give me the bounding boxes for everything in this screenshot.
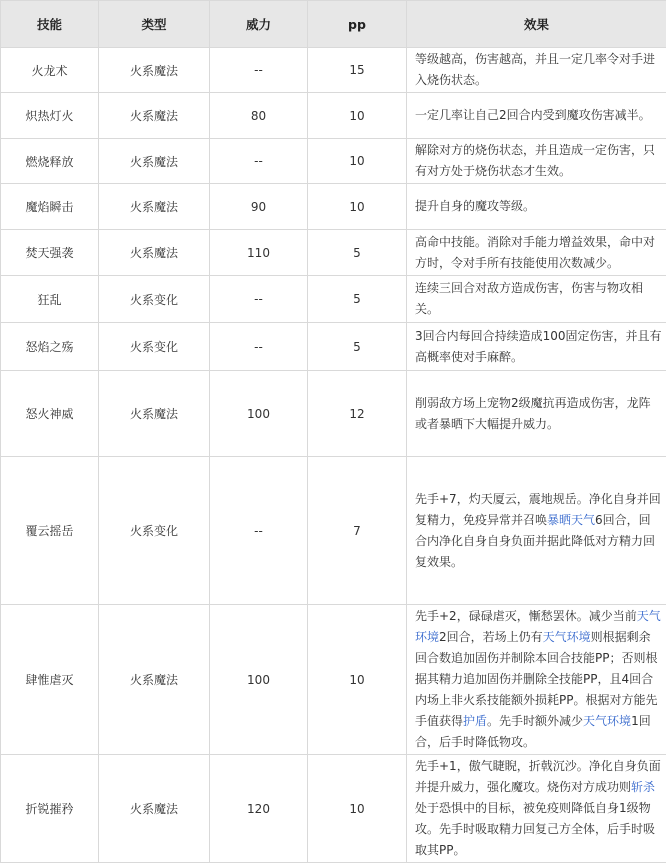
skill-pp-cell: 5: [308, 276, 407, 323]
skill-power-cell: --: [210, 276, 308, 323]
skill-name-cell: 焚天强袭: [1, 230, 99, 276]
skill-pp-cell: 10: [308, 93, 407, 139]
skill-power-cell: --: [210, 457, 308, 605]
skill-pp-cell: 12: [308, 371, 407, 457]
effect-link[interactable]: 天气环境: [543, 630, 591, 644]
header-type: 类型: [99, 1, 210, 48]
skill-effect-cell: [407, 457, 666, 605]
skill-name-cell: 燃烧释放: [1, 139, 99, 184]
header-pp: pp: [308, 1, 407, 48]
effect-link[interactable]: 暴晒天气: [547, 513, 595, 527]
skill-type-cell: 火系魔法: [99, 48, 210, 93]
header-effect: 效果: [407, 1, 666, 48]
skill-type-cell: 火系魔法: [99, 230, 210, 276]
effect-text: 解除对方的烧伤状态，并且造成一定伤害，只有对方处于烧伤状态才生效。: [415, 143, 655, 178]
skill-name-cell: 肆惟虐灭: [1, 605, 99, 755]
skill-power-cell: --: [210, 139, 308, 184]
skill-type-cell: 火系魔法: [99, 184, 210, 230]
skill-type-cell: 火系魔法: [99, 93, 210, 139]
skill-pp-cell: 10: [308, 139, 407, 184]
skill-type-cell: 火系变化: [99, 323, 210, 371]
effect-link[interactable]: 天气环境: [415, 609, 661, 644]
skill-power-cell: 100: [210, 605, 308, 755]
skill-type-cell: 火系变化: [99, 276, 210, 323]
effect-link[interactable]: 斩杀: [631, 780, 655, 794]
effect-link[interactable]: 天气环境: [583, 714, 631, 728]
header-row: [1, 1, 666, 48]
table-row: [1, 93, 666, 139]
table-row: [1, 230, 666, 276]
table-row: [1, 184, 666, 230]
skill-name-cell: 怒焰之殇: [1, 323, 99, 371]
effect-text: 先手+7，灼天厦云，震地规岳。净化自身并回复精力，免疫异常并召唤: [415, 492, 661, 527]
skill-power-cell: 110: [210, 230, 308, 276]
skill-effect-cell: [407, 276, 666, 323]
effect-link[interactable]: 护盾: [463, 714, 487, 728]
skill-effect-cell: [407, 139, 666, 184]
header-skill: 技能: [1, 1, 99, 48]
skill-power-cell: 90: [210, 184, 308, 230]
effect-text: 处于恐惧中的目标，被免疫则降低自身1级物攻。先手时吸取精力回复己方全体，后手时吸取其PP。: [415, 801, 655, 857]
skill-name-cell: 覆云摇岳: [1, 457, 99, 605]
skill-effect-cell: [407, 93, 666, 139]
effect-text: 一定几率让自己2回合内受到魔攻伤害减半。: [415, 108, 651, 122]
effect-text: 提升自身的魔攻等级。: [415, 199, 535, 213]
skill-power-cell: 80: [210, 93, 308, 139]
header-power: 威力: [210, 1, 308, 48]
effect-text: 先手+2，碌碌虐灭，慚愁罢休。减少当前: [415, 609, 637, 623]
skill-pp-cell: 10: [308, 755, 407, 863]
skill-type-cell: 火系变化: [99, 457, 210, 605]
table-row: [1, 48, 666, 93]
skill-type-cell: 火系魔法: [99, 371, 210, 457]
skill-effect-cell: [407, 371, 666, 457]
effect-text: 。先手时额外减少: [487, 714, 583, 728]
table-row: [1, 371, 666, 457]
skill-type-cell: 火系魔法: [99, 755, 210, 863]
skill-power-cell: --: [210, 48, 308, 93]
skill-pp-cell: 5: [308, 230, 407, 276]
table-row: [1, 755, 666, 863]
effect-text: 则根据剩余回合数追加固伤并制除本回合技能PP；否则根据其精力追加固伤并删除全技能PP，且4回合内场上非火系技能额外损耗PP。根据对方能先手值获得: [415, 630, 657, 728]
skill-power-cell: 120: [210, 755, 308, 863]
skill-pp-cell: 10: [308, 605, 407, 755]
skill-pp-cell: 15: [308, 48, 407, 93]
skill-name-cell: 怒火神威: [1, 371, 99, 457]
skill-name-cell: 折锐摧矜: [1, 755, 99, 863]
skill-effect-cell: [407, 230, 666, 276]
skill-name-cell: 火龙术: [1, 48, 99, 93]
effect-text: 等级越高，伤害越高，并且一定几率令对手进入烧伤状态。: [415, 52, 655, 87]
table-row: [1, 276, 666, 323]
skill-type-cell: 火系魔法: [99, 605, 210, 755]
skill-effect-cell: [407, 48, 666, 93]
effect-text: 6回合，回合内净化自身自身负面并据此降低对方精力回复效果。: [415, 513, 655, 569]
skill-pp-cell: 5: [308, 323, 407, 371]
skill-power-cell: --: [210, 323, 308, 371]
skill-effect-cell: [407, 755, 666, 863]
skill-effect-cell: [407, 184, 666, 230]
skill-pp-cell: 7: [308, 457, 407, 605]
effect-text: 3回合内每回合持续造成100固定伤害，并且有高概率使对手麻醉。: [415, 329, 662, 364]
effect-text: 削弱敌方场上宠物2级魔抗再造成伤害，龙阵或者暴晒下大幅提升威力。: [415, 396, 651, 431]
skill-name-cell: 魔焰瞬击: [1, 184, 99, 230]
table-row: [1, 139, 666, 184]
effect-text: 1回合，后手时降低物攻。: [415, 714, 651, 749]
skill-name-cell: 狂乱: [1, 276, 99, 323]
skill-name-cell: 炽热灯火: [1, 93, 99, 139]
effect-text: 先手+1，傲气睫睨，折戟沉沙。净化自身负面并提升威力，强化魔攻。烧伤对方成功则: [415, 759, 661, 794]
effect-text: 高命中技能。消除对手能力增益效果，命中对方时，令对手所有技能使用次数减少。: [415, 235, 655, 270]
table-row: [1, 323, 666, 371]
table-row: [1, 457, 666, 605]
skill-effect-cell: [407, 323, 666, 371]
skill-power-cell: 100: [210, 371, 308, 457]
skill-type-cell: 火系魔法: [99, 139, 210, 184]
skill-pp-cell: 10: [308, 184, 407, 230]
effect-text: 2回合，若场上仍有: [439, 630, 543, 644]
effect-text: 连续三回合对敌方造成伤害，伤害与物攻相关。: [415, 281, 643, 316]
